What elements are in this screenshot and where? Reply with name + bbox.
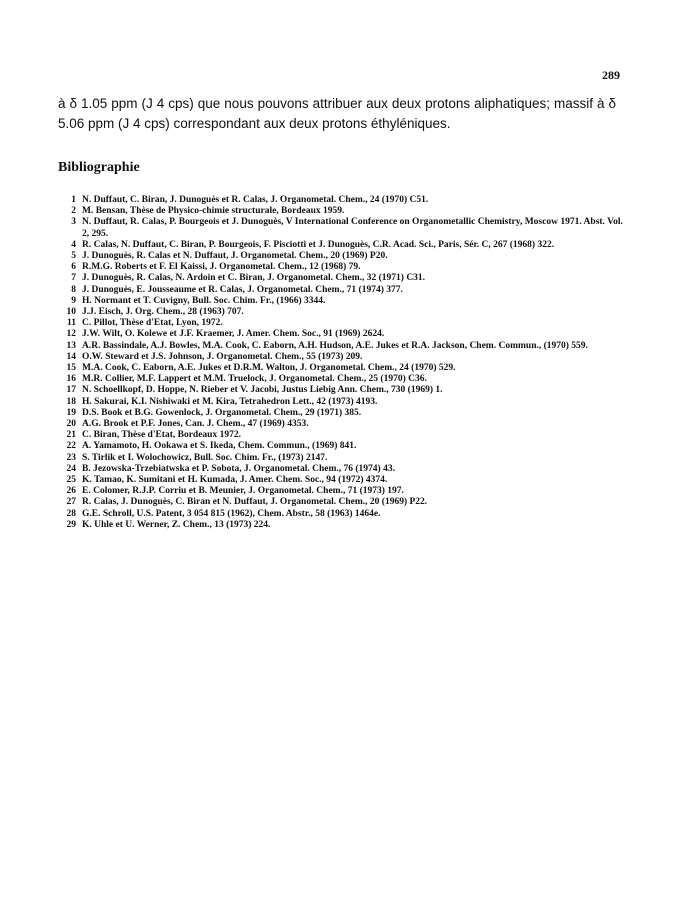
reference-item xyxy=(58,520,628,531)
reference-text: R. Calas, N. Duffaut, C. Biran, P. Bourgeois, F. Pisciotti et J. Dunoguès, C.R. Acad. Sci., Paris, Sér. C, 267 (1968) 322. xyxy=(82,239,555,250)
reference-item xyxy=(58,374,628,385)
reference-number: 4 xyxy=(71,239,76,250)
reference-number: 20 xyxy=(66,419,76,430)
reference-text: H. Normant et T. Cuvigny, Bull. Soc. Chim. Fr., (1966) 3344. xyxy=(82,295,326,306)
reference-text: O.W. Steward et J.S. Johnson, J. Organometal. Chem., 55 (1973) 209. xyxy=(82,351,363,362)
reference-number: 6 xyxy=(71,262,76,273)
reference-number: 10 xyxy=(66,307,76,318)
reference-item xyxy=(58,206,628,217)
reference-text: M.R. Collier, M.F. Lappert et M.M. Truelock, J. Organometal. Chem., 25 (1970) C36. xyxy=(82,374,427,385)
reference-item xyxy=(58,464,628,475)
reference-number: 5 xyxy=(71,251,76,262)
reference-text: C. Biran, Thèse d'Etat, Bordeaux 1972. xyxy=(82,430,241,441)
reference-text: G.E. Schroll, U.S. Patent, 3 054 815 (1962), Chem. Abstr., 58 (1963) 1464e. xyxy=(82,508,381,519)
reference-item xyxy=(58,285,628,296)
reference-number: 9 xyxy=(71,295,76,306)
reference-text: M.A. Cook, C. Eaborn, A.E. Jukes et D.R.M. Walton, J. Organometal. Chem., 24 (1970) 529. xyxy=(82,363,456,374)
reference-item xyxy=(58,251,628,262)
reference-item xyxy=(58,441,628,452)
reference-number: 28 xyxy=(66,508,76,519)
reference-number: 19 xyxy=(66,407,76,418)
reference-text: D.S. Book et B.G. Gowenlock, J. Organometal. Chem., 29 (1971) 385. xyxy=(82,407,362,418)
bibliography-title: Bibliographie xyxy=(58,160,140,175)
reference-number: 1 xyxy=(71,195,76,205)
reference-list xyxy=(58,195,628,531)
reference-text: R.M.G. Roberts et F. El Kaissi, J. Organometal. Chem., 12 (1968) 79. xyxy=(82,262,361,273)
reference-number: 18 xyxy=(66,396,76,407)
reference-text: N. Duffaut, R. Calas, P. Bourgeois et J. Dunoguès, V International Conference on Organometallic Chemistry, Moscow 1971. Abst. Vol. 2, 295. xyxy=(82,217,623,239)
reference-number: 12 xyxy=(66,329,76,340)
reference-number: 3 xyxy=(71,217,76,228)
reference-number: 26 xyxy=(66,486,76,497)
reference-number: 24 xyxy=(66,463,76,474)
reference-number: 8 xyxy=(71,284,76,295)
reference-text: N. Duffaut, C. Biran, J. Dunoguès et R. Calas, J. Organometal. Chem., 24 (1970) C51. xyxy=(82,195,429,205)
reference-item xyxy=(58,273,628,284)
reference-text: J. Dunoguès, E. Jousseaume et R. Calas, J. Organometal. Chem., 71 (1974) 377. xyxy=(82,284,403,295)
reference-number: 23 xyxy=(66,452,76,463)
reference-text: R. Calas, J. Dunoguès, C. Biran et N. Duffaut, J. Organometal. Chem., 20 (1969) P22. xyxy=(82,497,428,508)
reference-text: N. Schoellkopf, D. Hoppe, N. Rieber et V. Jacobi, Justus Liebig Ann. Chem., 730 (1969) 1. xyxy=(82,385,443,396)
body-paragraph: à δ 1.05 ppm (J 4 cps) que nous pouvons attribuer aux deux protons aliphatiques; massif à δ 5.06 ppm (J 4 cps) correspondant aux deux protons éthyléniques. xyxy=(58,96,616,131)
reference-text: M. Bensan, Thèse de Physico-chimie structurale, Bordeaux 1959. xyxy=(82,206,345,217)
reference-item xyxy=(58,486,628,497)
reference-number: 15 xyxy=(66,363,76,374)
reference-number: 16 xyxy=(66,374,76,385)
reference-number: 29 xyxy=(66,519,76,530)
reference-number: 13 xyxy=(66,340,76,351)
reference-item xyxy=(58,195,628,206)
reference-number: 27 xyxy=(66,497,76,508)
reference-text: A.G. Brook et P.F. Jones, Can. J. Chem., 47 (1969) 4353. xyxy=(82,419,309,430)
reference-text: S. Tirlik et I. Wolochowicz, Bull. Soc. Chim. Fr., (1973) 2147. xyxy=(82,452,328,463)
reference-number: 11 xyxy=(67,318,76,329)
reference-text: H. Sakurai, K.I. Nishiwaki et M. Kira, Tetrahedron Lett., 42 (1973) 4193. xyxy=(82,396,378,407)
reference-text: E. Colomer, R.J.P. Corriu et B. Meunier, J. Organometal. Chem., 71 (1973) 197. xyxy=(82,486,404,497)
reference-number: 7 xyxy=(71,273,76,284)
reference-number: 2 xyxy=(71,206,76,217)
reference-number: 21 xyxy=(66,430,76,441)
reference-item xyxy=(58,430,628,441)
reference-item xyxy=(58,217,628,239)
reference-item xyxy=(58,352,628,363)
reference-text: J.J. Eisch, J. Org. Chem., 28 (1963) 707. xyxy=(82,307,244,318)
reference-item xyxy=(58,296,628,307)
reference-item xyxy=(58,307,628,318)
reference-item xyxy=(58,341,628,352)
reference-item xyxy=(58,509,628,520)
reference-text: J.W. Wilt, O. Kolewe et J.F. Kraemer, J. Amer. Chem. Soc., 91 (1969) 2624. xyxy=(82,329,385,340)
reference-item xyxy=(58,262,628,273)
reference-text: K. Tamao, K. Sumitani et H. Kumada, J. Amer. Chem. Soc., 94 (1972) 4374. xyxy=(82,475,388,486)
reference-item xyxy=(58,408,628,419)
reference-item xyxy=(58,453,628,464)
reference-number: 17 xyxy=(66,385,76,396)
reference-text: C. Pillot, Thèse d'Etat, Lyon, 1972. xyxy=(82,318,223,329)
reference-number: 22 xyxy=(66,441,76,452)
reference-item xyxy=(58,363,628,374)
reference-text: J. Dunoguès, R. Calas, N. Ardoin et C. Biran, J. Organometal. Chem., 32 (1971) C31. xyxy=(82,273,426,284)
reference-item xyxy=(58,419,628,430)
reference-text: B. Jezowska-Trzebiatwska et P. Sobota, J. Organometal. Chem., 76 (1974) 43. xyxy=(82,463,395,474)
reference-text: A. Yamamoto, H. Ookawa et S. Ikeda, Chem. Commun., (1969) 841. xyxy=(82,441,357,452)
reference-text: A.R. Bassindale, A.J. Bowles, M.A. Cook, C. Eaborn, A.H. Hudson, A.E. Jukes et R.A. Jackson, Chem. Commun., (1970) 559. xyxy=(82,340,588,351)
reference-item xyxy=(58,318,628,329)
reference-number: 14 xyxy=(66,351,76,362)
reference-item xyxy=(58,497,628,508)
reference-text: J. Dunoguès, R. Calas et N. Duffaut, J. Organometal. Chem., 20 (1969) P20. xyxy=(82,251,388,262)
reference-text: K. Uhle et U. Werner, Z. Chem., 13 (1973) 224. xyxy=(82,519,271,530)
reference-number: 25 xyxy=(66,475,76,486)
page-number: 289 xyxy=(602,68,620,82)
reference-item xyxy=(58,329,628,340)
reference-item xyxy=(58,475,628,486)
reference-item xyxy=(58,397,628,408)
reference-item xyxy=(58,240,628,251)
reference-item xyxy=(58,385,628,396)
